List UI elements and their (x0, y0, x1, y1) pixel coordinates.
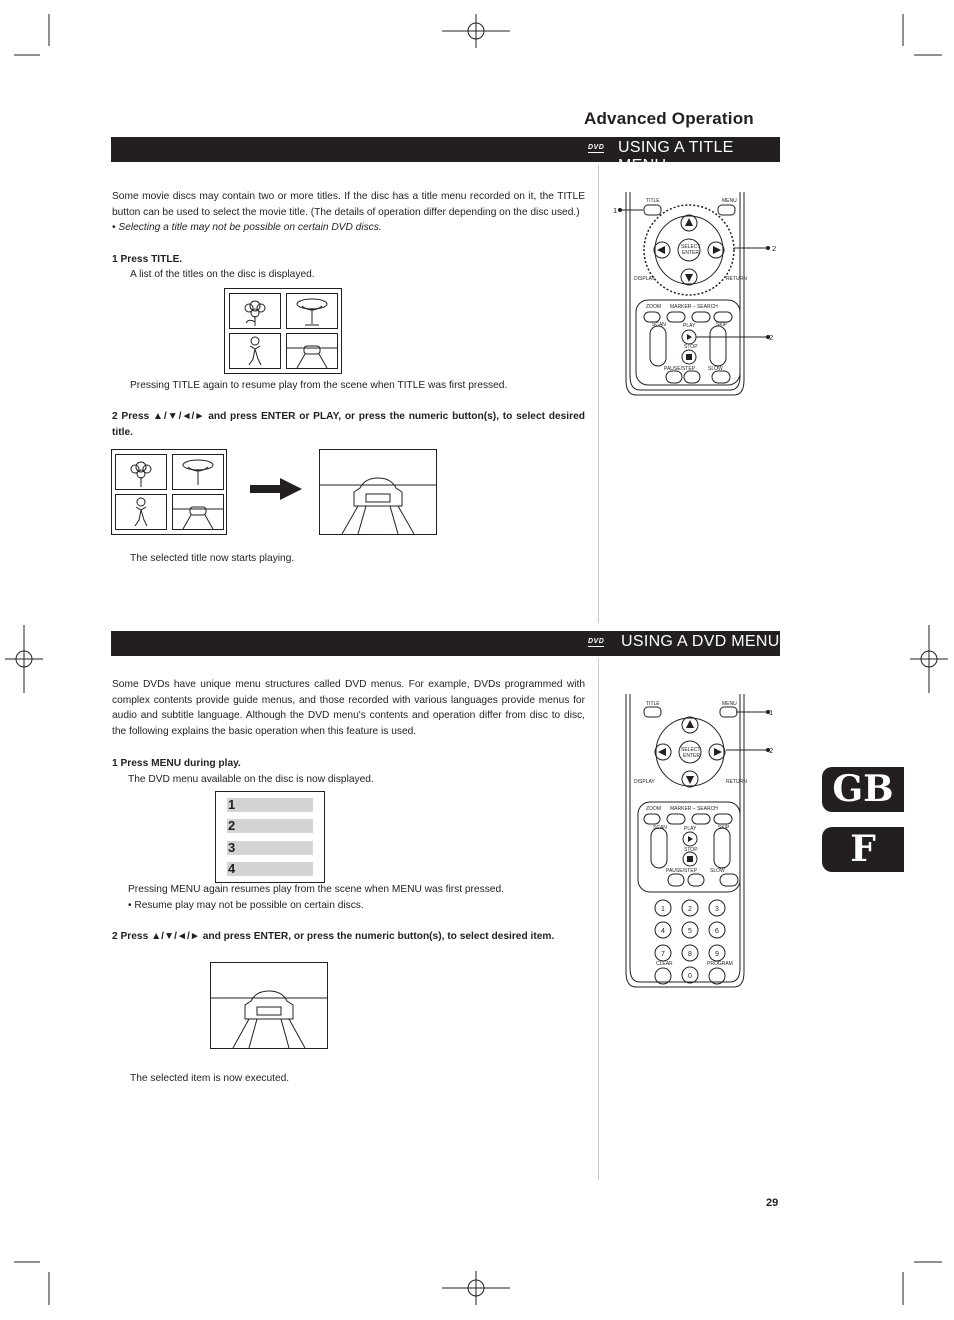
tree-icon (173, 455, 223, 489)
remote-control-diagram-full (606, 692, 786, 992)
title-list-screen (224, 288, 342, 374)
playing-screen (319, 449, 437, 535)
dvd-menu-item: 2 (227, 819, 313, 833)
svg-text:SCAN: SCAN (653, 825, 667, 831)
svg-text:SKIP: SKIP (718, 825, 730, 831)
svg-text:ENTER: ENTER (683, 753, 700, 759)
svg-text:SLOW: SLOW (710, 868, 725, 874)
svg-text:SELECT: SELECT (681, 244, 701, 250)
svg-text:3: 3 (715, 906, 719, 913)
callout-1: 1 (613, 206, 618, 215)
svg-text:SELECT: SELECT (681, 747, 701, 753)
callout-2: 2 (772, 244, 777, 253)
dvd-step1-desc: The DVD menu available on the disc is now displayed. (128, 774, 374, 785)
svg-text:RETURN: RETURN (726, 276, 747, 282)
svg-text:7: 7 (661, 951, 665, 958)
svg-text:STOP: STOP (684, 847, 698, 853)
language-tab-f: F (822, 827, 904, 872)
item-executed-screen (210, 962, 328, 1049)
title-thumbnail-flower (229, 293, 281, 329)
svg-text:8: 8 (688, 951, 692, 958)
title-thumbnail-figure (229, 333, 281, 369)
svg-text:ZOOM: ZOOM (646, 304, 661, 310)
svg-text:PAUSE/STEP: PAUSE/STEP (664, 366, 696, 372)
svg-text:PAUSE/STEP: PAUSE/STEP (666, 868, 698, 874)
flower-icon (230, 294, 280, 328)
svg-text:6: 6 (715, 928, 719, 935)
car-icon (287, 334, 337, 368)
svg-text:ZOOM: ZOOM (646, 806, 661, 812)
figure-icon (230, 334, 280, 368)
svg-text:ENTER: ENTER (682, 250, 699, 256)
svg-text:MENU: MENU (722, 198, 737, 204)
title-menu-intro: Some movie discs may contain two or more titles. If the disc has a title menu recorded on it, the TITLE button can be used to select the movie title. (The details of operation differ depending on the disc used.) (112, 191, 585, 218)
svg-text:MARKER – SEARCH: MARKER – SEARCH (670, 806, 718, 812)
dvd-logo-icon: DVD (588, 144, 605, 151)
svg-text:MENU: MENU (722, 701, 737, 707)
svg-text:4: 4 (661, 928, 665, 935)
svg-text:DISPLAY: DISPLAY (634, 276, 655, 282)
title-menu-note: • Selecting a title may not be possible on certain DVD discs. (112, 222, 382, 233)
svg-text:STOP: STOP (684, 344, 698, 350)
title-step2-label: 2 Press ▲/▼/◄/► and press ENTER or PLAY, or press the numeric button(s), to select desired title. (112, 411, 585, 438)
page-number: 29 (766, 1197, 779, 1209)
svg-text:RETURN: RETURN (726, 779, 747, 785)
dvd-menu-intro: Some DVDs have unique menu structures called DVD menus. For example, DVDs programmed with complex contents provide guide menus, and those recorded with various languages provide menus for audio and subtitle language. Although the DVD menu's contents and operation differ from disc to disc, the following explains the basic operation when this feature is used. (112, 679, 585, 737)
title-step1-after: Pressing TITLE again to resume play from the scene when TITLE was first pressed. (130, 380, 508, 391)
callout-1: 1 (769, 708, 774, 717)
svg-text:CLEAR: CLEAR (656, 961, 673, 967)
dvd-menu-item: 4 (227, 862, 313, 876)
dvd-step2-after: The selected item is now executed. (130, 1073, 290, 1084)
svg-text:SLOW: SLOW (708, 366, 723, 372)
right-arrow-icon (250, 478, 305, 500)
callout-2: 2 (769, 333, 774, 342)
title-step1-desc: A list of the titles on the disc is displayed. (130, 269, 315, 280)
dvd-menu-item: 3 (227, 841, 313, 855)
svg-text:TITLE: TITLE (646, 701, 660, 707)
svg-text:SKIP: SKIP (716, 322, 728, 328)
svg-text:9: 9 (715, 951, 719, 958)
dvd-menu-item: 1 (227, 798, 313, 812)
title-thumbnail-tree (286, 293, 338, 329)
car-scene-icon (211, 963, 327, 1048)
title-menu-heading: USING A TITLE MENU (618, 139, 734, 174)
dvd-step1-label: 1 Press MENU during play. (112, 758, 241, 769)
svg-text:PLAY: PLAY (684, 826, 697, 832)
svg-text:DISPLAY: DISPLAY (634, 779, 655, 785)
title-list-screen-selected (111, 449, 227, 535)
svg-text:MARKER – SEARCH: MARKER – SEARCH (670, 304, 718, 310)
dvd-menu-heading: USING A DVD MENU (621, 633, 780, 650)
svg-text:2: 2 (688, 906, 692, 913)
dvd-logo-icon: DVD (588, 638, 605, 645)
dvd-step1-after: Pressing MENU again resumes play from the scene when MENU was first pressed. (128, 884, 504, 895)
car-scene-icon (320, 450, 436, 534)
svg-text:PLAY: PLAY (683, 323, 696, 329)
dvd-step1-note: • Resume play may not be possible on certain discs. (128, 900, 364, 911)
title-step1-label: 1 Press TITLE. (112, 254, 183, 265)
svg-text:TITLE: TITLE (646, 198, 660, 204)
remote-control-diagram (606, 190, 786, 402)
svg-text:SCAN: SCAN (652, 322, 666, 328)
figure-icon (116, 495, 166, 529)
title-thumbnail-flower (115, 454, 167, 490)
car-icon (173, 495, 223, 529)
tree-icon (287, 294, 337, 328)
svg-text:0: 0 (688, 973, 692, 980)
callout-2: 2 (769, 746, 774, 755)
language-tab-gb: GB (822, 767, 904, 812)
title-step2-after: The selected title now starts playing. (130, 553, 295, 564)
svg-text:5: 5 (688, 928, 692, 935)
flower-icon (116, 455, 166, 489)
dvd-menu-screen (215, 791, 325, 883)
title-thumbnail-tree (172, 454, 224, 490)
title-thumbnail-car (172, 494, 224, 530)
svg-text:1: 1 (661, 906, 665, 913)
section-title: Advanced Operation (584, 109, 754, 128)
title-thumbnail-figure (115, 494, 167, 530)
title-thumbnail-car (286, 333, 338, 369)
dvd-step2-label: 2 Press ▲/▼/◄/► and press ENTER, or press the numeric button(s), to select desired item. (112, 931, 555, 942)
svg-text:PROGRAM: PROGRAM (707, 961, 733, 967)
